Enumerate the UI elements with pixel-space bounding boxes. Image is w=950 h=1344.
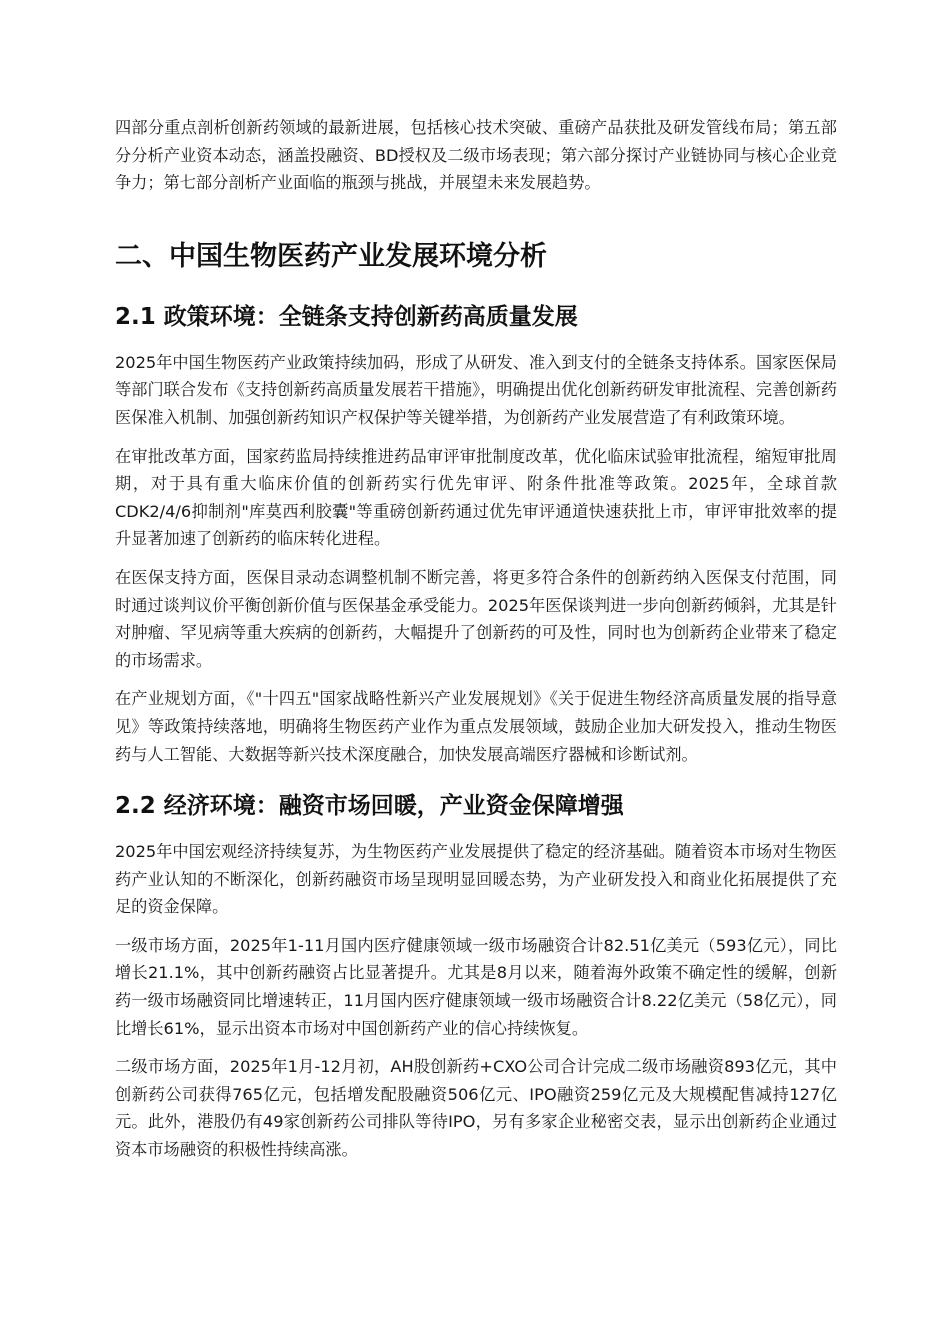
section-2-2-paragraph: 一级市场方面，2025年1-11月国内医疗健康领域一级市场融资合计82.51亿美元（593亿元），同比增长21.1%，其中创新药融资占比显著提升。尤其是8月以来，随着海外政策不确定性的缓解，创新药一级市场融资同比增速转正，11月国内医疗健康领域一级市场融资合计8.22亿美元（58亿元），同比增长61%，显示出资本市场对中国创新药产业的信心持续恢复。 <box>115 935 837 1038</box>
section-2-2-paragraph: 2025年中国宏观经济持续复苏，为生物医药产业发展提供了稳定的经济基础。随着资本市场对生物医药产业认知的不断深化，创新药融资市场呈现明显回暖态势，为产业研发投入和商业化拓展提供了充足的资金保障。 <box>115 842 837 917</box>
intro-paragraph: 四部分重点剖析创新药领域的最新进展，包括核心技术突破、重磅产品获批及研发管线布局；第五部分分析产业资本动态，涵盖投融资、BD授权及二级市场表现；第六部分探讨产业链协同与核心企业竞争力；第七部分剖析产业面临的瓶颈与挑战，并展望未来发展趋势。 <box>115 118 837 193</box>
section-2-1-title: 2.1 政策环境：全链条支持创新药高质量发展 <box>115 303 578 330</box>
section-2-2-paragraph: 二级市场方面，2025年1月-12月初，AH股创新药+CXO公司合计完成二级市场融资893亿元，其中创新药公司获得765亿元，包括增发配股融资506亿元、IPO融资259亿元及大规模配售减持127亿元。此外，港股仍有49家创新药公司排队等待IPO，另有多家企业秘密交表，显示出创新药企业通过资本市场融资的积极性持续高涨。 <box>115 1057 837 1160</box>
document-page <box>115 114 837 1175</box>
section-2-2-title: 2.2 经济环境：融资市场回暖，产业资金保障增强 <box>115 793 624 820</box>
section-2-1-paragraph: 2025年中国生物医药产业政策持续加码，形成了从研发、准入到支付的全链条支持体系。国家医保局等部门联合发布《支持创新药高质量发展若干措施》，明确提出优化创新药研发审批流程、完善创新药医保准入机制、加强创新药知识产权保护等关键举措，为创新药产业发展营造了有利政策环境。 <box>115 352 837 427</box>
section-2-1-paragraph: 在审批改革方面，国家药监局持续推进药品审评审批制度改革，优化临床试验审批流程，缩短审批周期，对于具有重大临床价值的创新药实行优先审评、附条件批准等政策。2025年，全球首款CDK2/4/6抑制剂"库莫西利胶囊"等重磅创新药通过优先审评通道快速获批上市，审评审批效率的提升显著加速了创新药的临床转化进程。 <box>115 446 837 549</box>
section-2-1-paragraph: 在产业规划方面，《"十四五"国家战略性新兴产业发展规划》《关于促进生物经济高质量发展的指导意见》等政策持续落地，明确将生物医药产业作为重点发展领域，鼓励企业加大研发投入，推动生物医药与人工智能、大数据等新兴技术深度融合，加快发展高端医疗器械和诊断试剂。 <box>115 689 837 764</box>
chapter-title: 二、中国生物医药产业发展环境分析 <box>115 240 547 272</box>
section-2-1-paragraph: 在医保支持方面，医保目录动态调整机制不断完善，将更多符合条件的创新药纳入医保支付范围，同时通过谈判议价平衡创新价值与医保基金承受能力。2025年医保谈判进一步向创新药倾斜，尤其是针对肿瘤、罕见病等重大疾病的创新药，大幅提升了创新药的可及性，同时也为创新药企业带来了稳定的市场需求。 <box>115 567 837 670</box>
